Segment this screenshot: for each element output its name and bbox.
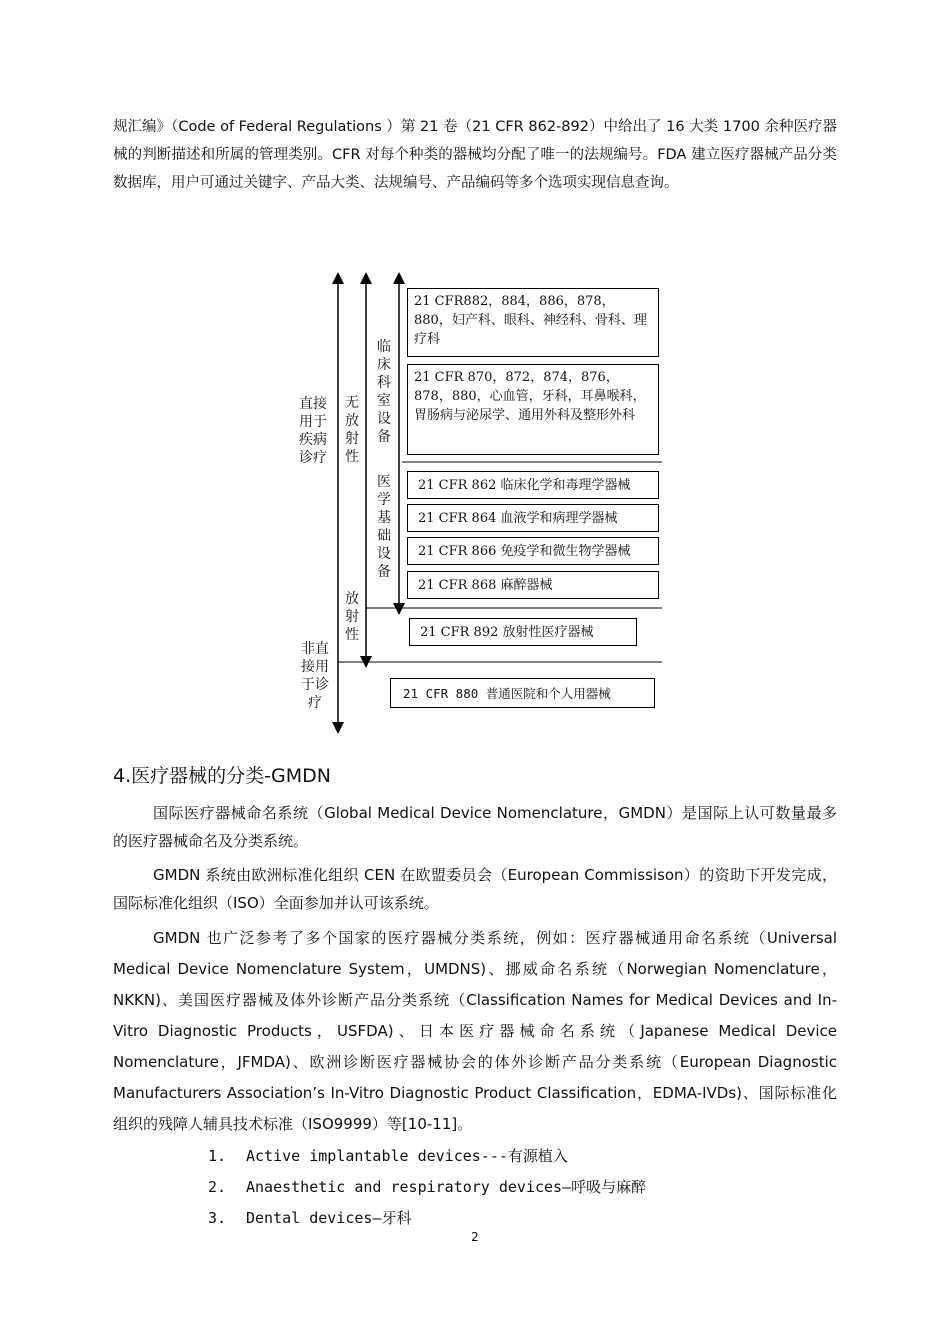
section-heading: 4.医疗器械的分类-GMDN xyxy=(113,765,331,787)
gmdn-paragraph-1: 国际医疗器械命名系统（Global Medical Device Nomenclature，GMDN）是国际上认可数量最多的医疗器械命名及分类系统。 xyxy=(113,804,837,850)
box-clinical-1: 21 CFR882，884，886，878，880，妇产科、眼科、神经科、骨科、理疗科 xyxy=(407,288,659,357)
box-cfr-868: 21 CFR 868 麻醉器械 xyxy=(407,571,659,599)
box-cfr-866: 21 CFR 866 免疫学和微生物学器械 xyxy=(407,537,659,565)
page-number: 2 xyxy=(471,1230,479,1244)
gmdn-paragraph-2: GMDN 系统由欧洲标准化组织 CEN 在欧盟委员会（European Commissison）的资助下开发完成，国际标准化组织（ISO）全面参加并认可该系统。 xyxy=(113,866,837,912)
list-item: 2. Anaesthetic and respiratory devices—呼吸与麻醉 xyxy=(208,1178,647,1196)
axis-label-non-radioactive: 无放射性 xyxy=(345,395,359,465)
box-clinical-2: 21 CFR 870，872，874，876，878，880，心血管，牙科，耳鼻喉科， 胃肠病与泌尿学、通用外科及整形外科 xyxy=(407,364,659,455)
axis-label-clinical: 临床科室设备 xyxy=(377,339,391,445)
intro-paragraph: 规汇编》（Code of Federal Regulations ）第 21 卷（21 CFR 862-892）中给出了 16 大类 1700 余种医疗器械的判断描述和所属的管理类别。CFR 对每个种类的器械均分配了唯一的法规编号。FDA 建立医疗器械产品分类数据库，用户可通过关键字、产品大类、法规编号、产品编码等多个选项实现信息查询。 xyxy=(113,119,837,191)
device-category-list xyxy=(208,1142,646,1235)
axis-label-direct: 直接用于疾病诊疗 xyxy=(299,396,327,466)
cfr-classification-diagram xyxy=(290,270,670,735)
axis-label-radioactive: 放射性 xyxy=(345,591,359,643)
axis-label-basic: 医学基础设备 xyxy=(377,474,391,580)
box-cfr-864: 21 CFR 864 血液学和病理学器械 xyxy=(407,504,659,532)
list-item: 3. Dental devices—牙科 xyxy=(208,1209,412,1227)
box-cfr-892: 21 CFR 892 放射性医疗器械 xyxy=(409,618,637,646)
box-cfr-880: 21 CFR 880 普通医院和个人用器械 xyxy=(390,678,655,708)
axis-label-indirect: 非直接用于诊疗 xyxy=(301,641,329,711)
list-item: 1. Active implantable devices---有源植入 xyxy=(208,1147,568,1165)
gmdn-paragraph-3: GMDN 也广泛参考了多个国家的医疗器械分类系统，例如：医疗器械通用命名系统（Universal Medical Device Nomenclature System，UMDNS)、挪威命名系统（Norwegian Nomenclature，NKKN)、美国医疗器械及体外诊断产品分类系统（Classification Names for Medical Devices and In-Vitro Diagnostic Products，USFDA)、日本医疗器械命名系统（Japanese Medical Device Nomenclature，JFMDA)、欧洲诊断医疗器械协会的体外诊断产品分类系统（European Diagnostic Manufacturers Association’s In-Vitro Diagnostic Product Classification，EDMA-IVDs)、国际标准化组织的残障人辅具技术标准（ISO9999）等[10-11]。 xyxy=(113,929,837,1133)
box-cfr-862: 21 CFR 862 临床化学和毒理学器械 xyxy=(407,471,659,499)
